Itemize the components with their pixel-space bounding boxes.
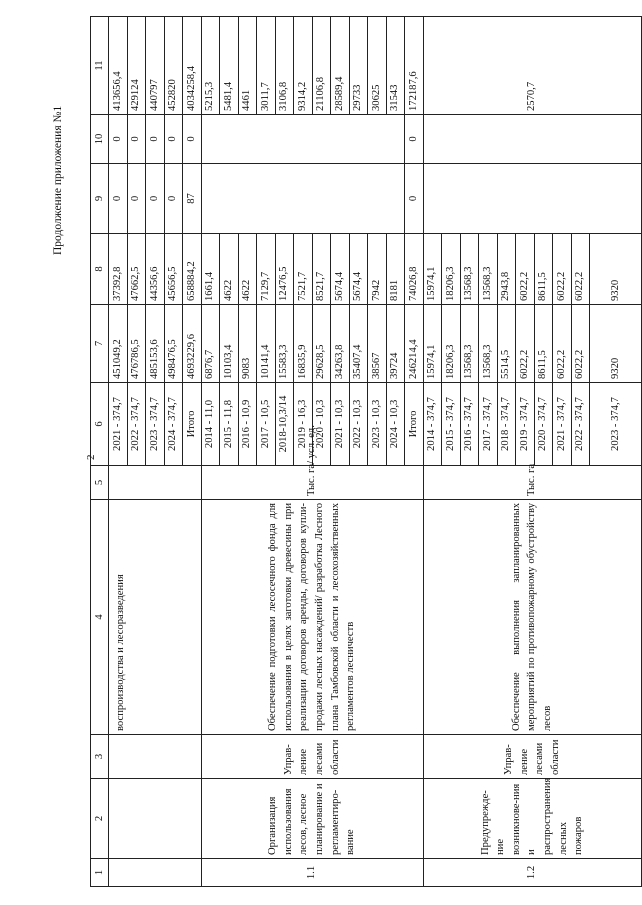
- federal-cell: 4622: [238, 234, 257, 305]
- period-cell: 2021 - 10,3: [331, 383, 350, 466]
- period-cell: 2017 - 10,5: [257, 383, 276, 466]
- total-cell: 39724: [386, 305, 405, 383]
- period-cell: 2014 - 374,7: [423, 383, 442, 466]
- federal-cell: 12476,5: [275, 234, 294, 305]
- period-cell: 2017 - 374,7: [479, 383, 498, 466]
- value-cell: 2570,7: [423, 17, 642, 115]
- column-header: 1: [91, 859, 109, 887]
- table-row: [423, 17, 442, 887]
- federal-cell: 658884,2: [183, 234, 202, 305]
- period-cell: 2018 - 374,7: [497, 383, 516, 466]
- federal-cell: 18206,3: [442, 234, 461, 305]
- column-header: 4: [91, 500, 109, 735]
- column-header: 7: [91, 305, 109, 383]
- value-cell: 0: [164, 115, 183, 164]
- federal-cell: 5674,4: [331, 234, 350, 305]
- section-number: 1.2: [423, 859, 642, 887]
- federal-cell: 8611,5: [534, 234, 553, 305]
- continuation-label: Продолжение приложения №1: [52, 105, 64, 255]
- executor: Управ-ление лесами области: [201, 735, 423, 779]
- federal-cell: 6022,2: [571, 234, 590, 305]
- section-title: Организация использования лесов, лесное планирование и регламентиро-вание: [201, 779, 423, 859]
- period-cell: 2020 - 10,3: [312, 383, 331, 466]
- program-table: [90, 16, 642, 887]
- total-cell: 34263,8: [331, 305, 350, 383]
- federal-cell: 45656,5: [164, 234, 183, 305]
- total-cell: 35407,4: [349, 305, 368, 383]
- column-header: 10: [91, 115, 109, 164]
- value-cell: 452820: [164, 17, 183, 115]
- federal-cell: 8521,7: [312, 234, 331, 305]
- total-cell: 16835,9: [294, 305, 313, 383]
- federal-cell: 15974,1: [423, 234, 442, 305]
- total-cell: 13568,3: [460, 305, 479, 383]
- federal-cell: 7521,7: [294, 234, 313, 305]
- value-cell: 28589,4: [331, 17, 350, 115]
- period-cell: 2016 - 374,7: [460, 383, 479, 466]
- federal-cell: 47662,5: [127, 234, 146, 305]
- total-cell: 246214,4: [405, 305, 424, 383]
- total-label: Итого: [183, 383, 202, 466]
- federal-cell: 8181: [386, 234, 405, 305]
- value-cell: 0: [183, 115, 202, 164]
- total-cell: 5514,5: [497, 305, 516, 383]
- value-cell: 5215,3: [201, 17, 220, 115]
- task-description: Обеспечение подготовки лесосечного фонда для использования в целях заготовки древесины при реализации договоров аренды, договоров купли-продажи лесных насаждений/ разработка Лесного плана Тамбовской области и лесохозяйственных регламентов лесничеств: [201, 500, 423, 735]
- period-cell: 2024 - 374,7: [164, 383, 183, 466]
- period-cell: 2021 - 374,7: [553, 383, 572, 466]
- column-header: 6: [91, 383, 109, 466]
- value-cell: 4461: [238, 17, 257, 115]
- value-cell: 0: [127, 164, 146, 234]
- value-cell: 9314,2: [294, 17, 313, 115]
- value-cell: 0: [146, 115, 165, 164]
- value-cell: 0: [405, 115, 424, 164]
- federal-cell: 37392,8: [109, 234, 128, 305]
- period-cell: 2021 - 374,7: [109, 383, 128, 466]
- value-cell: 0: [405, 164, 424, 234]
- value-cell: 0: [109, 115, 128, 164]
- total-cell: 9083: [238, 305, 257, 383]
- column-header: 9: [91, 164, 109, 234]
- total-cell: 6022,2: [516, 305, 535, 383]
- period-cell: 2019 - 16,3: [294, 383, 313, 466]
- total-cell: 10141,4: [257, 305, 276, 383]
- executor: Управ-ление лесами области: [423, 735, 642, 779]
- value-cell: 31543: [386, 17, 405, 115]
- period-cell: 2023 - 10,3: [368, 383, 387, 466]
- period-cell: 2023 - 374,7: [146, 383, 165, 466]
- period-cell: 2018-10,3/14: [275, 383, 294, 466]
- value-cell: 0: [164, 164, 183, 234]
- federal-cell: 44356,6: [146, 234, 165, 305]
- value-cell: 3011,7: [257, 17, 276, 115]
- total-cell: 15974,1: [423, 305, 442, 383]
- header-row: [91, 17, 109, 887]
- table-row: [201, 17, 220, 887]
- value-cell: 0: [109, 164, 128, 234]
- value-cell: 21106,8: [312, 17, 331, 115]
- total-cell: 476786,5: [127, 305, 146, 383]
- page-number: 2: [85, 454, 97, 460]
- program-table-wrapper: [90, 17, 621, 887]
- total-cell: 6022,2: [553, 305, 572, 383]
- federal-cell: 13568,3: [460, 234, 479, 305]
- federal-cell: 4622: [220, 234, 239, 305]
- period-cell: 2022 - 374,7: [127, 383, 146, 466]
- task-description: Обеспечение выполнения запланированных мероприятий по противопожарному обустройству лесов: [423, 500, 642, 735]
- value-cell: 440797: [146, 17, 165, 115]
- period-cell: 2022 - 10,3: [349, 383, 368, 466]
- total-cell: 485153,6: [146, 305, 165, 383]
- period-cell: 2016 - 10,9: [238, 383, 257, 466]
- value-cell: 413656,4: [109, 17, 128, 115]
- period-cell: 2019 - 374,7: [516, 383, 535, 466]
- total-cell: 6876,7: [201, 305, 220, 383]
- period-cell: 2014 - 11,0: [201, 383, 220, 466]
- value-cell: 30625: [368, 17, 387, 115]
- federal-cell: 9320: [590, 234, 642, 305]
- total-cell: 29628,5: [312, 305, 331, 383]
- value-cell: 87: [183, 164, 202, 234]
- total-cell: 13568,3: [479, 305, 498, 383]
- federal-cell: 6022,2: [516, 234, 535, 305]
- federal-cell: 6022,2: [553, 234, 572, 305]
- federal-cell: 2943,8: [497, 234, 516, 305]
- value-cell: 29733: [349, 17, 368, 115]
- column-header: 3: [91, 735, 109, 779]
- total-cell: 4693229,6: [183, 305, 202, 383]
- federal-cell: 13568,3: [479, 234, 498, 305]
- value-cell: 4034258,4: [183, 17, 202, 115]
- period-cell: 2023 - 374,7: [590, 383, 642, 466]
- total-cell: 6022,2: [571, 305, 590, 383]
- total-cell: 15583,3: [275, 305, 294, 383]
- column-header: 2: [91, 779, 109, 859]
- federal-cell: 7942: [368, 234, 387, 305]
- total-label: Итого: [405, 383, 424, 466]
- total-cell: 10103,4: [220, 305, 239, 383]
- federal-cell: 5674,4: [349, 234, 368, 305]
- unit: Тыс. га: [423, 466, 642, 500]
- total-cell: 451049,2: [109, 305, 128, 383]
- period-cell: 2024 - 10,3: [386, 383, 405, 466]
- period-cell: 2015 - 374,7: [442, 383, 461, 466]
- value-cell: 172187,6: [405, 17, 424, 115]
- task-description: воспроизводства и лесоразведения: [109, 500, 202, 735]
- section-title: Предупрежде-ние возникнове-ния и распространения лесных пожаров: [423, 779, 642, 859]
- value-cell: 5481,4: [220, 17, 239, 115]
- value-cell: 3106,8: [275, 17, 294, 115]
- value-cell: 0: [127, 115, 146, 164]
- column-header: 5: [91, 466, 109, 500]
- total-cell: 498476,5: [164, 305, 183, 383]
- total-cell: 8611,5: [534, 305, 553, 383]
- section-number: 1.1: [201, 859, 423, 887]
- column-header: 11: [91, 17, 109, 115]
- period-cell: 2022 - 374,7: [571, 383, 590, 466]
- total-cell: 9320: [590, 305, 642, 383]
- total-cell: 38567: [368, 305, 387, 383]
- column-header: 8: [91, 234, 109, 305]
- total-cell: 18206,3: [442, 305, 461, 383]
- table-row: [109, 17, 128, 887]
- value-cell: 429124: [127, 17, 146, 115]
- federal-cell: 7129,7: [257, 234, 276, 305]
- unit: Тыс. га/ усл. ед.: [201, 466, 423, 500]
- value-cell: 0: [146, 164, 165, 234]
- period-cell: 2020 - 374,7: [534, 383, 553, 466]
- federal-cell: 74026,8: [405, 234, 424, 305]
- period-cell: 2015 - 11,8: [220, 383, 239, 466]
- federal-cell: 1661,4: [201, 234, 220, 305]
